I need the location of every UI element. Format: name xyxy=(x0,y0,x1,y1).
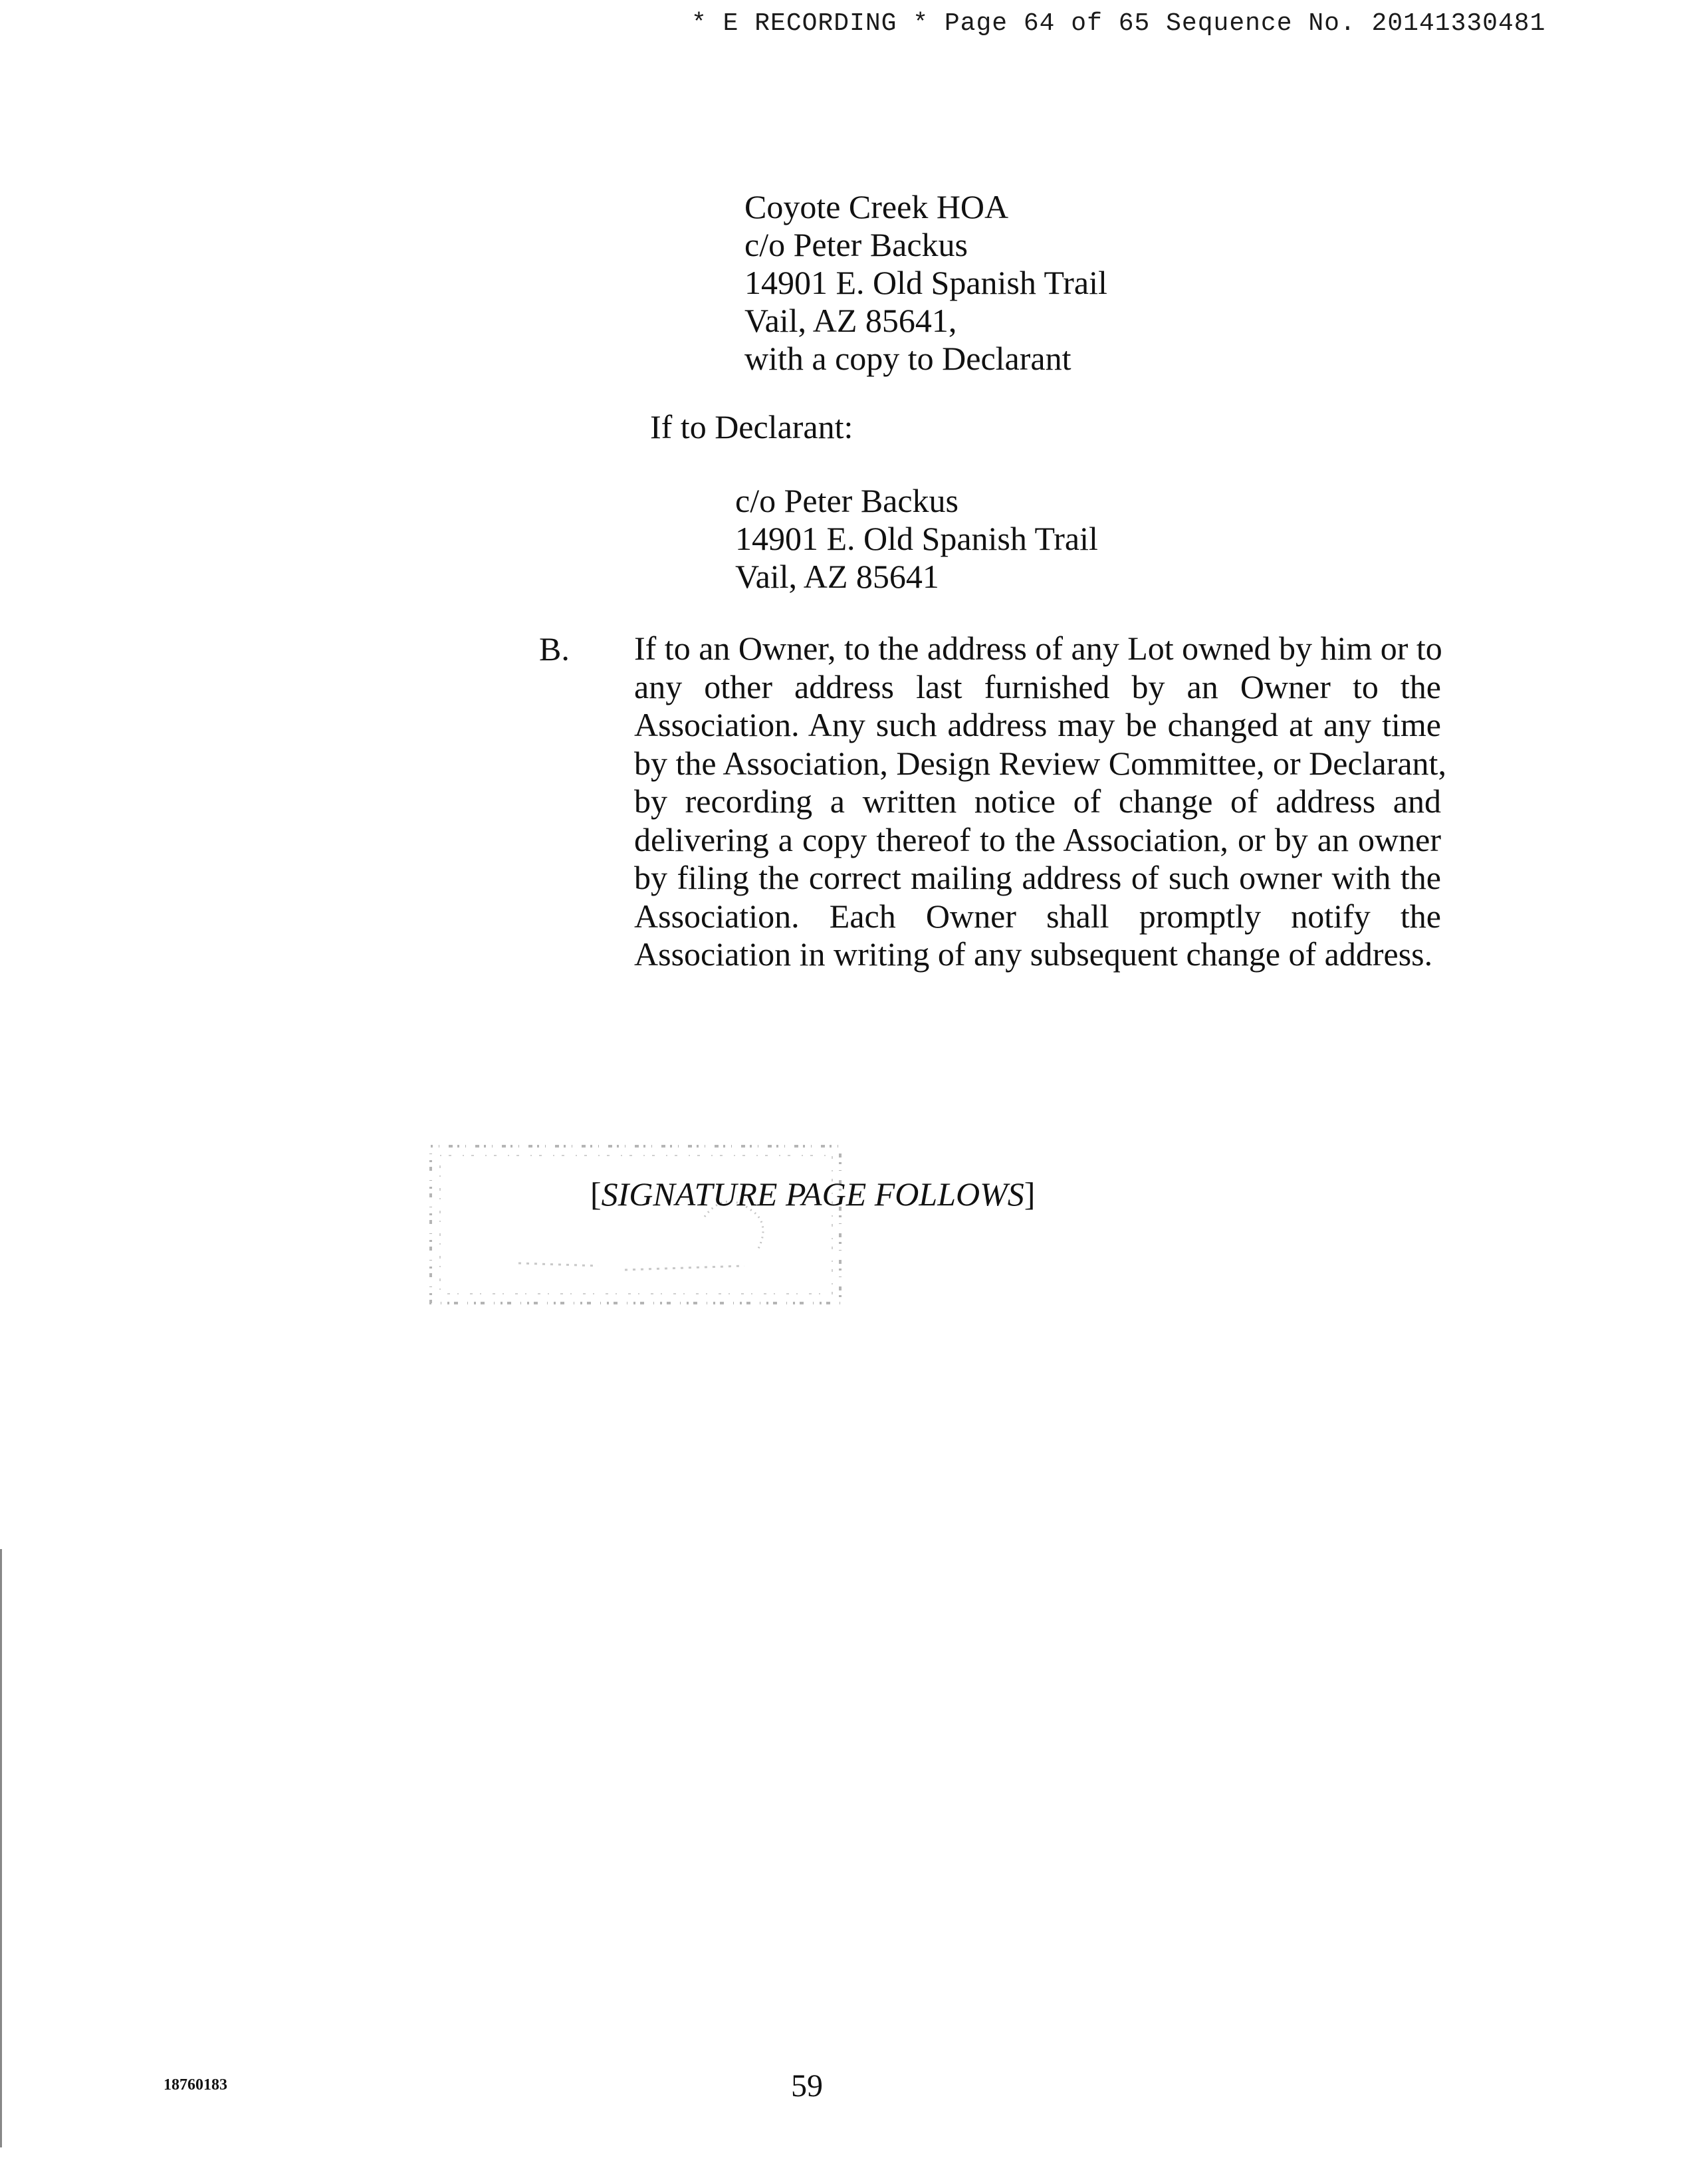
page-number: 59 xyxy=(791,2068,823,2104)
paragraph-line: by filing the correct mailing address of such owner with the xyxy=(634,859,1441,896)
declarant-address-block xyxy=(735,482,1098,596)
hoa-name: Coyote Creek HOA xyxy=(744,188,1009,225)
document-id: 18760183 xyxy=(164,2076,227,2094)
close-bracket: ] xyxy=(1024,1175,1036,1213)
signature-notice-text: SIGNATURE PAGE FOLLOWS xyxy=(601,1175,1024,1213)
scan-edge-line xyxy=(0,1549,6,2147)
declarant-street: 14901 E. Old Spanish Trail xyxy=(735,520,1098,557)
declarant-heading: If to Declarant: xyxy=(650,408,853,445)
hoa-copy-note: with a copy to Declarant xyxy=(744,340,1071,377)
paragraph-line: by the Association, Design Review Committee, or Declarant, xyxy=(634,744,1446,782)
paragraph-line: any other address last furnished by an Owner to the xyxy=(634,667,1441,705)
section-b-marker: B. xyxy=(539,630,570,667)
faded-stamp-mark xyxy=(425,1137,851,1311)
paragraph-line: Association in writing of any subsequent change of address. xyxy=(634,935,1433,973)
declarant-city-state-zip: Vail, AZ 85641 xyxy=(735,558,939,595)
hoa-address-block xyxy=(744,188,1107,378)
recording-header: * E RECORDING * Page 64 of 65 Sequence No. 20141330481 xyxy=(691,9,1546,38)
paragraph-line: If to an Owner, to the address of any Lot owned by him or to xyxy=(634,630,1442,667)
declarant-care-of: c/o Peter Backus xyxy=(735,482,959,519)
paragraph-line: Association. Any such address may be changed at any time xyxy=(634,706,1441,743)
paragraph-line: by recording a written notice of change of address and xyxy=(634,783,1441,820)
paragraph-line: delivering a copy thereof to the Association, or by an owner xyxy=(634,820,1441,858)
hoa-street: 14901 E. Old Spanish Trail xyxy=(744,264,1107,301)
open-bracket: [ xyxy=(590,1175,602,1213)
section-b-paragraph xyxy=(634,630,1446,974)
paragraph-line: Association. Each Owner shall promptly notify the xyxy=(634,897,1441,935)
hoa-care-of: c/o Peter Backus xyxy=(744,226,968,263)
signature-page-follows-notice xyxy=(590,1175,1035,1213)
hoa-city-state-zip: Vail, AZ 85641, xyxy=(744,302,957,339)
